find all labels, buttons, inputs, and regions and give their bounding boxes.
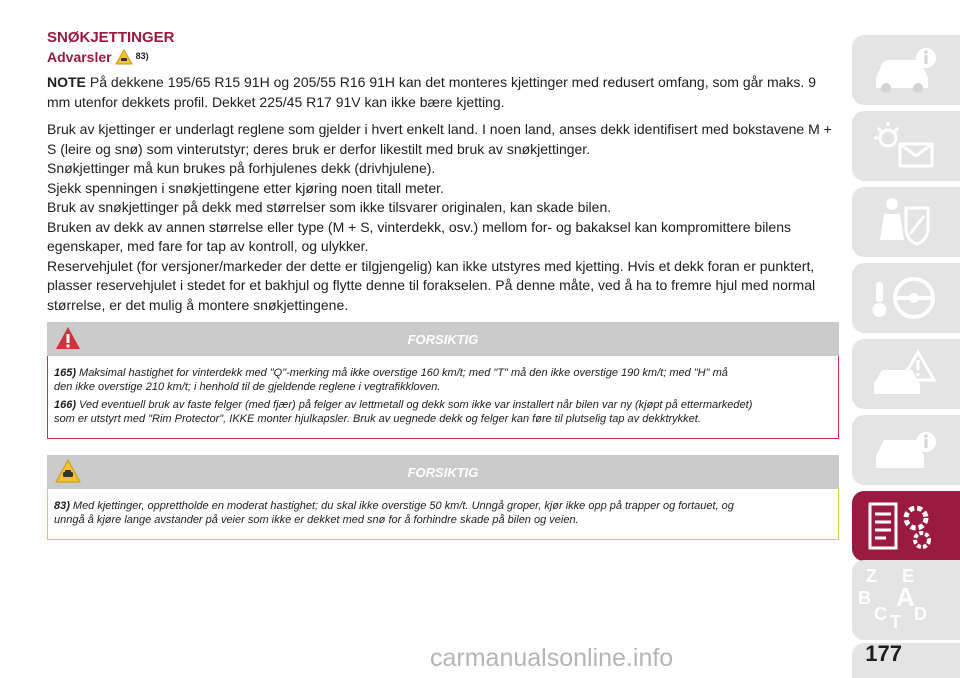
warning-box-caution <box>47 455 839 540</box>
index-letter: B <box>858 588 871 608</box>
caution-triangle-icon <box>115 49 133 65</box>
warning-item <box>54 366 832 394</box>
car-info-icon <box>866 42 942 98</box>
maintenance-icon <box>866 422 942 478</box>
starting-driving-icon <box>866 270 942 326</box>
warning-title: FORSIKTIG <box>407 465 479 480</box>
tab-emergency[interactable] <box>852 339 960 409</box>
subtitle <box>47 47 839 66</box>
main-content <box>47 28 839 315</box>
index-letter: E <box>902 566 915 586</box>
note-paragraph <box>47 72 839 112</box>
tab-index-area[interactable] <box>852 560 960 640</box>
warning-item-line: den ikke overstige 210 km/t; i henhold til de gjeldende reglene i vegtrafikkloven. <box>54 381 441 393</box>
tab-technical-data[interactable] <box>852 491 960 561</box>
body-line: Bruken av dekk av annen størrelse eller type (M + S, vinterdekk, osv.) mellom for- og bakaksel kan kompromittere bilens <box>47 218 791 235</box>
warning-item <box>54 499 832 527</box>
note-line: mm utenfor dekkets profil. Dekket 225/45 R17 91V kan ikke bære kjetting. <box>47 94 505 110</box>
body-line: Reservehjulet (for versjoner/markeder der dette er tilgjengelig) kan ikke utstyres med kjetting. Hvis et dekk foran er punktert, <box>47 257 815 274</box>
warning-item-number: 83) <box>54 500 70 512</box>
warning-body <box>47 356 839 439</box>
body-line: plasser reservehjulet i stedet for et bakhjul og flytte denne til forakselen. På denne måte, ved å ha to fremre hjul med normal <box>47 277 816 293</box>
subtitle-ref[interactable]: 83) <box>135 51 149 61</box>
warning-item-line: Med kjettinger, opprettholde en moderat hastighet; du skal ikke overstige 50 km/t. Unngå groper, kjør ikke opp på trapper og fortauet, og <box>72 500 734 512</box>
technical-data-icon <box>866 498 942 554</box>
body-line: Bruk av kjettinger er underlagt reglene som gjelder i hvert enkelt land. I noen land, anses dekk identifisert med bokstavene M + <box>47 121 832 137</box>
warning-item-line: som er utstyrt med "Rim Protector", IKKE monter hjulkapsler. Bruk av uegnede dekk og felger kan føre til plutselig tap av dekktrykket. <box>54 413 701 425</box>
tab-safety[interactable] <box>852 187 960 257</box>
body-line: egenskaper, med fare for tap av kontroll, og ulykker. <box>47 238 369 254</box>
tab-starting-driving[interactable] <box>852 263 960 333</box>
subtitle-text: Advarsler <box>47 48 112 65</box>
warning-title: FORSIKTIG <box>407 332 479 347</box>
warning-item-number: 166) <box>54 399 77 411</box>
body-line: Sjekk spenningen i snøkjettingene etter kjøring noen titall meter. <box>47 179 444 196</box>
dashboard-lights-icon <box>866 118 942 174</box>
index-letter: T <box>890 612 901 632</box>
note-label: NOTE <box>47 74 86 90</box>
tab-maintenance[interactable] <box>852 415 960 485</box>
warning-box-danger <box>47 322 839 439</box>
watermark: carmanualsonline.info <box>430 644 674 672</box>
chapter-tabs <box>850 0 960 678</box>
warning-item-number: 165) <box>54 367 77 379</box>
index-letter: A <box>896 582 915 612</box>
index-letter: D <box>914 604 927 624</box>
body-paragraph <box>47 120 839 315</box>
section-title: SNØKJETTINGER <box>47 29 175 46</box>
warning-item-line: unngå å kjøre lange avstander på veier som ikke er dekket med snø for å forhindre skade på bilen og veien. <box>54 514 579 526</box>
warning-item-line: Maksimal hastighet for vinterdekk med "Q"-merking må ikke overstige 160 km/t; med "T" må den ikke overstige 190 km/t; med "H" må <box>79 367 728 379</box>
page-number: 177 <box>865 641 902 666</box>
safety-icon <box>866 194 942 250</box>
body-line: S (leire og snø) som vinterutstyr; deres bruk er derfor likestilt med bruk av snøkjettinger. <box>47 140 591 157</box>
note-line: På dekkene 195/65 R15 91H og 205/55 R16 91H kan det monteres kjettinger med redusert omfang, som går maks. 9 <box>89 74 816 90</box>
warning-header <box>47 455 839 489</box>
warning-body <box>47 489 839 540</box>
tab-car-info[interactable] <box>852 35 960 105</box>
warning-item-line: Ved eventuell bruk av faste felger (med fjær) på felger av lettmetall og dekk som ikke var installert når bilen var ny (kjøpt på ettermarkedet) <box>79 399 753 411</box>
body-line: Snøkjettinger må kun brukes på forhjulenes dekk (drivhjulene). <box>47 160 436 176</box>
emergency-icon <box>866 346 942 402</box>
body-line: Bruk av snøkjettinger på dekk med størrelser som ikke tilsvarer originalen, kan skade bilen. <box>47 199 612 215</box>
index-letter: Z <box>866 566 877 586</box>
index-letter: C <box>874 604 887 624</box>
warning-item <box>54 398 832 426</box>
warning-header <box>47 322 839 356</box>
tab-dashboard-lights[interactable] <box>852 111 960 181</box>
body-line: størrelse, er det mulig å montere snøkjettingene. <box>47 296 349 313</box>
